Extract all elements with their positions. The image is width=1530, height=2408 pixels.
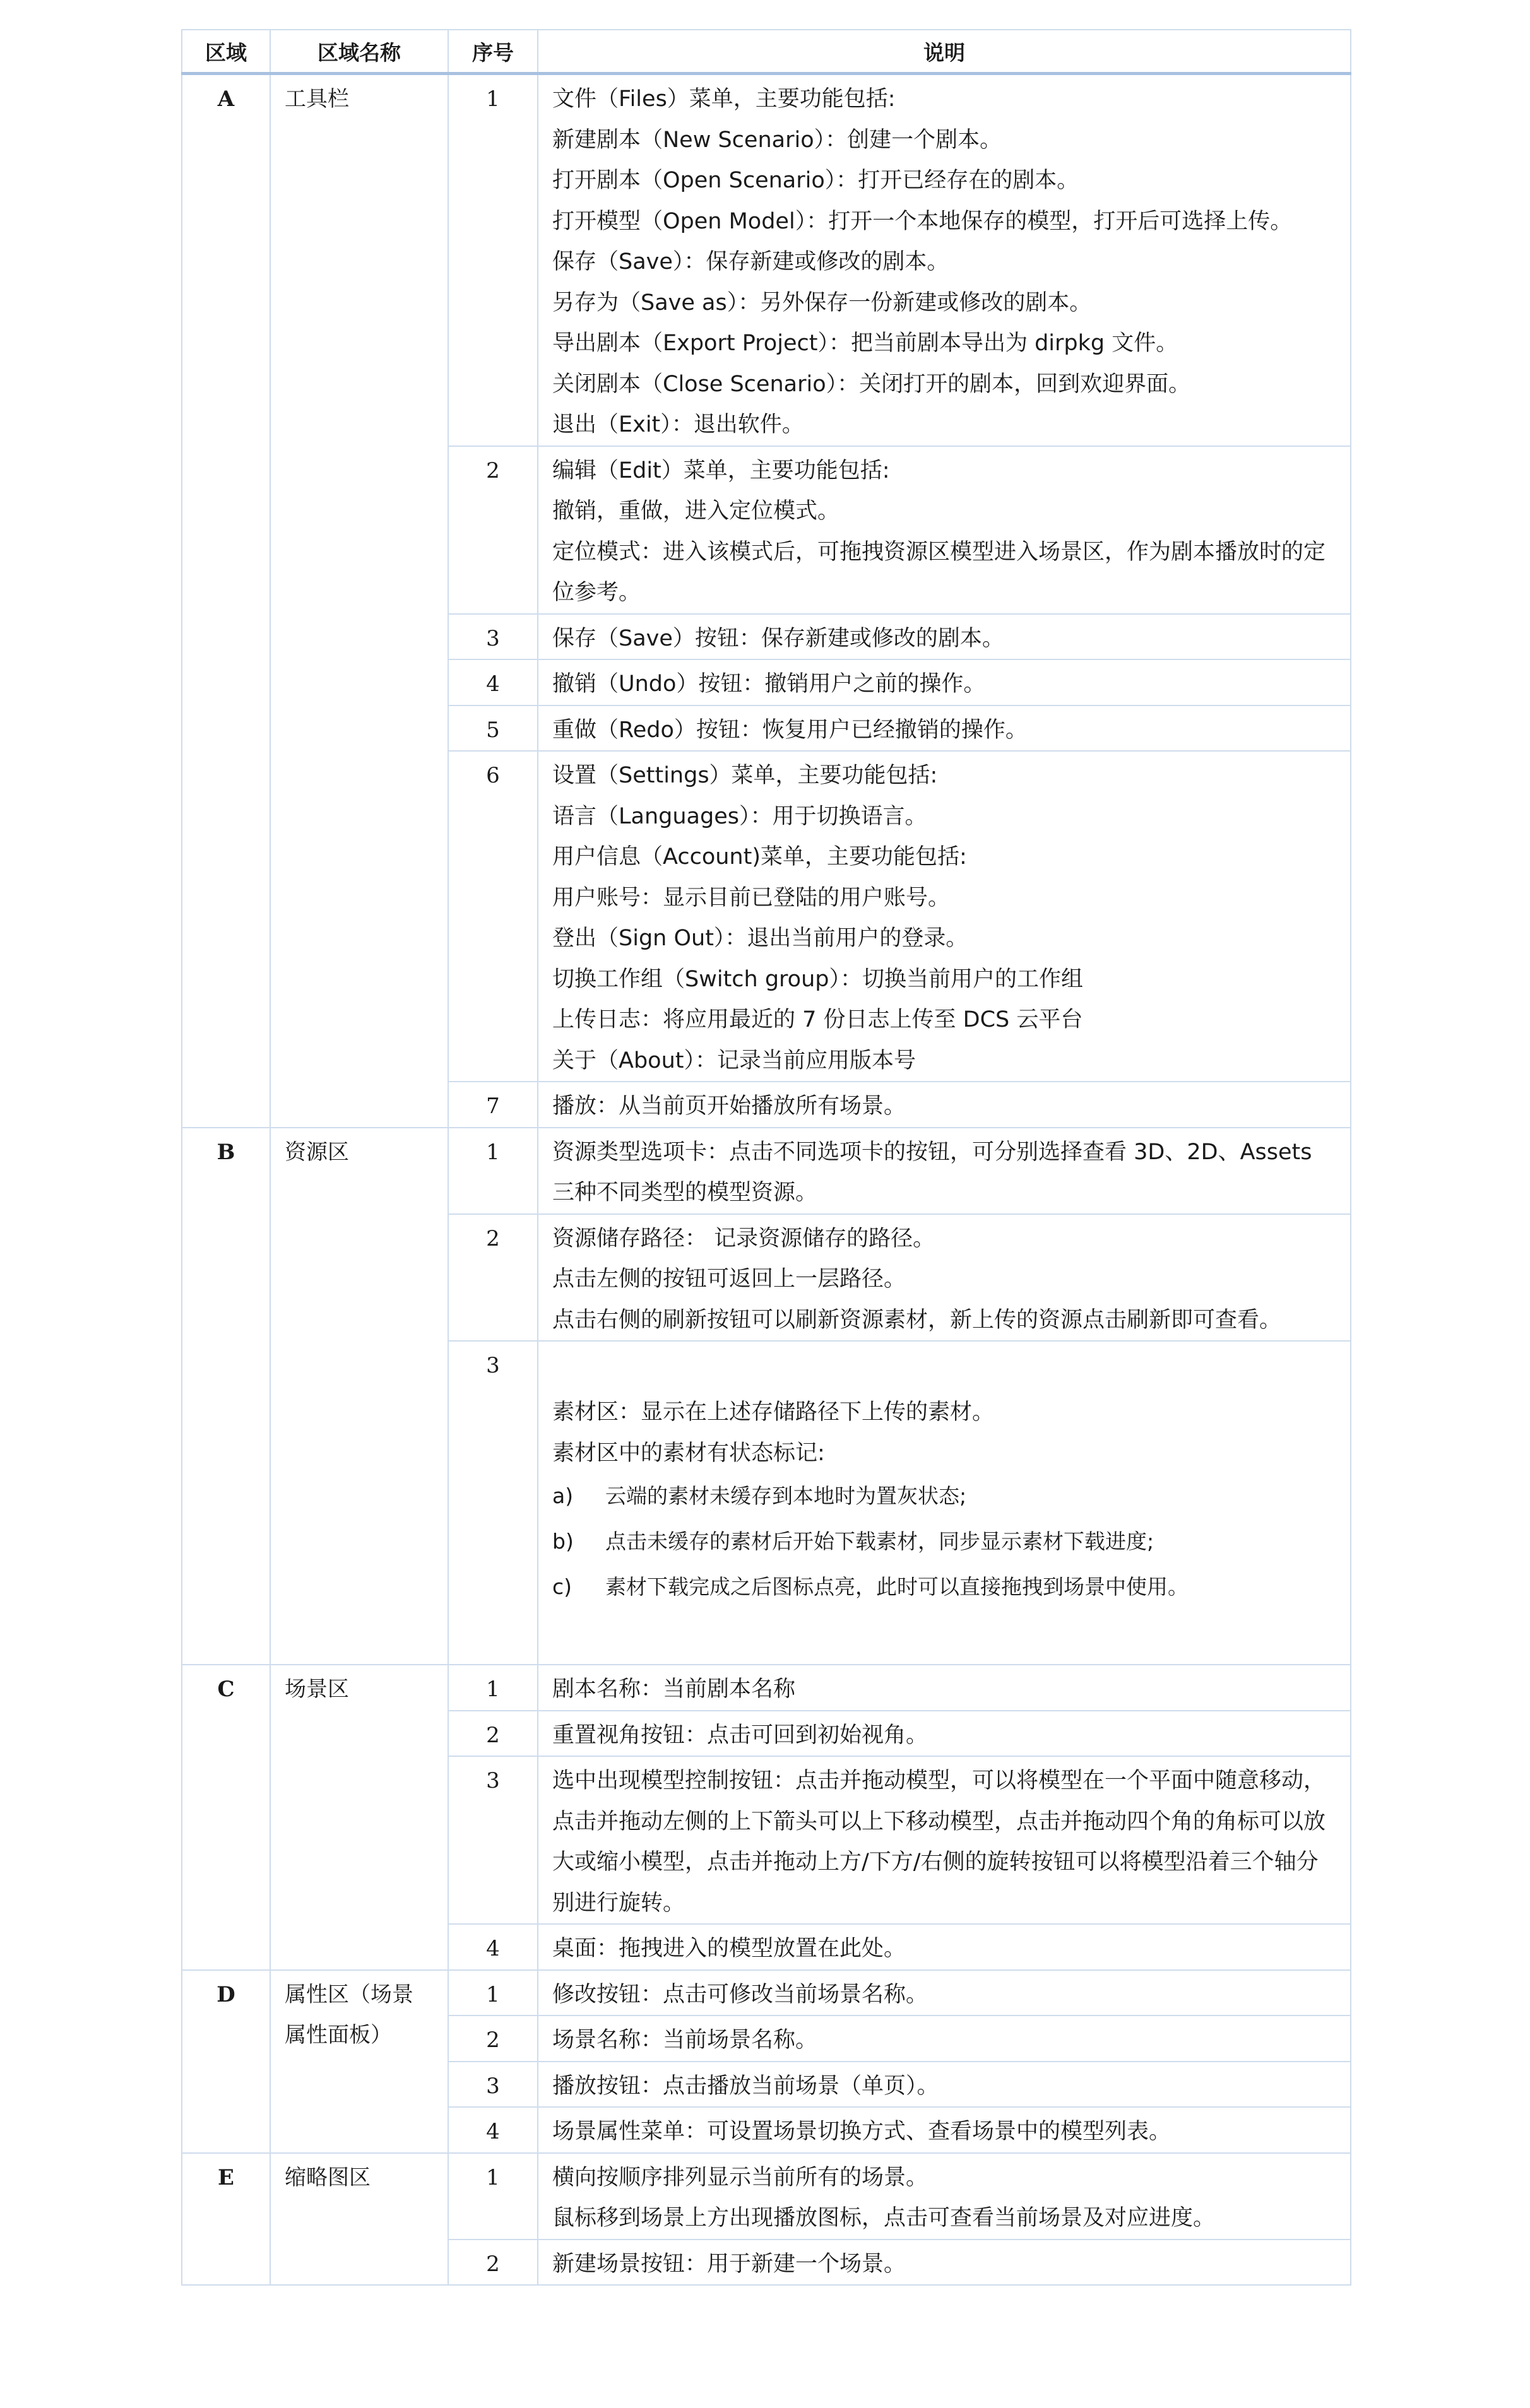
description-line: 素材区中的素材有状态标记: bbox=[552, 1440, 825, 1466]
seq-cell: 2 bbox=[448, 1214, 538, 1342]
description-line: 导出剧本（Export Project）：把当前剧本导出为 dirpkg 文件。 bbox=[552, 331, 1178, 356]
list-item-text: 点击未缓存的素材后开始下载素材，同步显示素材下载进度; bbox=[605, 1529, 1154, 1554]
table-row bbox=[182, 1970, 1351, 2016]
description-line: 关闭剧本（Close Scenario）：关闭打开的剧本，回到欢迎界面。 bbox=[552, 371, 1191, 397]
list-marker: a) bbox=[552, 1484, 574, 1508]
description-cell bbox=[538, 1341, 1351, 1665]
list-marker: b) bbox=[552, 1529, 574, 1554]
description-cell bbox=[538, 1970, 1351, 2016]
description-cell bbox=[538, 1756, 1351, 1924]
list-item bbox=[552, 1473, 1340, 1519]
description-cell bbox=[538, 1665, 1351, 1711]
header-desc: 说明 bbox=[538, 30, 1351, 74]
seq-cell: 3 bbox=[448, 1756, 538, 1924]
description-cell bbox=[538, 751, 1351, 1082]
seq-cell: 5 bbox=[448, 705, 538, 752]
seq-cell: 1 bbox=[448, 1665, 538, 1711]
zone-cell: D bbox=[182, 1970, 270, 2153]
table-header-row bbox=[182, 30, 1351, 74]
description-line: 登出（Sign Out）：退出当前用户的登录。 bbox=[552, 926, 968, 951]
description-cell bbox=[538, 2062, 1351, 2108]
table-body bbox=[182, 74, 1351, 2286]
seq-cell: 1 bbox=[448, 1970, 538, 2016]
zone-cell: A bbox=[182, 74, 270, 1128]
description-line: 播放：从当前页开始播放所有场景。 bbox=[552, 1094, 906, 1119]
seq-cell: 3 bbox=[448, 2062, 538, 2108]
description-line: 素材区：显示在上述存储路径下上传的素材。 bbox=[552, 1400, 995, 1425]
list-item bbox=[552, 1564, 1340, 1610]
description-line: 重做（Redo）按钮：恢复用户已经撤销的操作。 bbox=[552, 717, 1028, 743]
description-line: 场景属性菜单：可设置场景切换方式、查看场景中的模型列表。 bbox=[552, 2119, 1171, 2144]
zone-name-cell: 资源区 bbox=[270, 1128, 448, 1665]
description-cell bbox=[538, 2240, 1351, 2286]
zone-cell: E bbox=[182, 2153, 270, 2286]
seq-cell: 1 bbox=[448, 74, 538, 446]
zone-cell: C bbox=[182, 1665, 270, 1970]
description-line: 文件（Files）菜单，主要功能包括: bbox=[552, 86, 896, 112]
zone-cell: B bbox=[182, 1128, 270, 1665]
description-line: 撤销，重做，进入定位模式。 bbox=[552, 499, 840, 524]
table-row bbox=[182, 1128, 1351, 1214]
description-cell bbox=[538, 1082, 1351, 1128]
description-line: 用户账号：显示目前已登陆的用户账号。 bbox=[552, 885, 951, 911]
description-line: 用户信息（Account)菜单，主要功能包括: bbox=[552, 844, 967, 870]
description-line: 撤销（Undo）按钮：撤销用户之前的操作。 bbox=[552, 671, 986, 697]
seq-cell: 1 bbox=[448, 2153, 538, 2240]
seq-cell: 4 bbox=[448, 2107, 538, 2153]
description-cell bbox=[538, 2107, 1351, 2153]
list-item bbox=[552, 1519, 1340, 1564]
description-cell bbox=[538, 1924, 1351, 1970]
description-line: 上传日志：将应用最近的 7 份日志上传至 DCS 云平台 bbox=[552, 1007, 1083, 1032]
seq-cell: 6 bbox=[448, 751, 538, 1082]
description-cell bbox=[538, 74, 1351, 446]
description-line: 编辑（Edit）菜单，主要功能包括: bbox=[552, 457, 890, 483]
list-item-text: 素材下载完成之后图标点亮，此时可以直接拖拽到场景中使用。 bbox=[605, 1574, 1189, 1599]
table-row bbox=[182, 74, 1351, 446]
description-cell bbox=[538, 2153, 1351, 2240]
description-cell bbox=[538, 1128, 1351, 1214]
seq-cell: 2 bbox=[448, 446, 538, 614]
description-line: 打开剧本（Open Scenario）：打开已经存在的剧本。 bbox=[552, 168, 1079, 193]
description-line: 定位模式：进入该模式后，可拖拽资源区模型进入场景区，作为剧本播放时的定位参考。 bbox=[552, 539, 1326, 605]
zone-name-cell: 场景区 bbox=[270, 1665, 448, 1970]
description-line: 设置（Settings）菜单，主要功能包括: bbox=[552, 763, 938, 788]
table-row bbox=[182, 2153, 1351, 2240]
table-row bbox=[182, 1665, 1351, 1711]
description-line: 另存为（Save as）：另外保存一份新建或修改的剧本。 bbox=[552, 290, 1092, 316]
list-item-text: 云端的素材未缓存到本地时为置灰状态; bbox=[605, 1484, 967, 1508]
description-cell bbox=[538, 2016, 1351, 2062]
seq-cell: 2 bbox=[448, 1711, 538, 1757]
description-cell bbox=[538, 659, 1351, 705]
description-line: 桌面：拖拽进入的模型放置在此处。 bbox=[552, 1936, 906, 1961]
description-line: 保存（Save）按钮：保存新建或修改的剧本。 bbox=[552, 625, 1004, 651]
description-cell bbox=[538, 705, 1351, 752]
description-line: 点击右侧的刷新按钮可以刷新资源素材，新上传的资源点击刷新即可查看。 bbox=[552, 1307, 1282, 1333]
description-line: 语言（Languages）：用于切换语言。 bbox=[552, 803, 927, 829]
description-line: 场景名称：当前场景名称。 bbox=[552, 2027, 818, 2053]
header-zone-name: 区域名称 bbox=[270, 30, 448, 74]
description-line: 退出（Exit）：退出软件。 bbox=[552, 412, 804, 437]
description-line: 播放按钮：点击播放当前场景（单页）。 bbox=[552, 2073, 939, 2099]
description-line: 剧本名称：当前剧本名称 bbox=[552, 1677, 796, 1702]
seq-cell: 4 bbox=[448, 1924, 538, 1970]
seq-cell: 3 bbox=[448, 1341, 538, 1665]
description-line: 新建剧本（New Scenario）：创建一个剧本。 bbox=[552, 127, 1002, 153]
zone-name-cell: 缩略图区 bbox=[270, 2153, 448, 2286]
seq-cell: 3 bbox=[448, 614, 538, 660]
description-cell bbox=[538, 614, 1351, 660]
zone-name-cell: 属性区（场景属性面板） bbox=[270, 1970, 448, 2153]
description-line: 资源储存路径： 记录资源储存的路径。 bbox=[552, 1225, 935, 1251]
description-line: 鼠标移到场景上方出现播放图标，点击可查看当前场景及对应进度。 bbox=[552, 2205, 1216, 2231]
description-line: 打开模型（Open Model）：打开一个本地保存的模型，打开后可选择上传。 bbox=[552, 208, 1293, 234]
description-cell bbox=[538, 1214, 1351, 1342]
list-marker: c) bbox=[552, 1574, 572, 1599]
seq-cell: 2 bbox=[448, 2240, 538, 2286]
description-line: 资源类型选项卡：点击不同选项卡的按钮，可分别选择查看 3D、2D、Assets 三种不同类型的模型资源。 bbox=[552, 1139, 1312, 1205]
description-line: 点击左侧的按钮可返回上一层路径。 bbox=[552, 1266, 906, 1292]
description-line: 选中出现模型控制按钮：点击并拖动模型，可以将模型在一个平面中随意移动，点击并拖动左侧的上下箭头可以上下移动模型，点击并拖动四个角的角标可以放大或缩小模型，点击并拖动上方/下方/右侧的旋转按钮可以将模型沿着三个轴分别进行旋转。 bbox=[552, 1768, 1326, 1916]
description-line: 保存（Save）：保存新建或修改的剧本。 bbox=[552, 249, 949, 274]
description-line: 新建场景按钮：用于新建一个场景。 bbox=[552, 2251, 906, 2277]
description-line: 重置视角按钮：点击可回到初始视角。 bbox=[552, 1722, 928, 1748]
description-line: 关于（About）：记录当前应用版本号 bbox=[552, 1048, 916, 1073]
seq-cell: 4 bbox=[448, 659, 538, 705]
description-cell bbox=[538, 1711, 1351, 1757]
seq-cell: 1 bbox=[448, 1128, 538, 1214]
description-line: 切换工作组（Switch group）：切换当前用户的工作组 bbox=[552, 966, 1083, 992]
header-seq: 序号 bbox=[448, 30, 538, 74]
description-line: 修改按钮：点击可修改当前场景名称。 bbox=[552, 1981, 928, 2007]
header-zone: 区域 bbox=[182, 30, 270, 74]
zone-name-cell: 工具栏 bbox=[270, 74, 448, 1128]
seq-cell: 7 bbox=[448, 1082, 538, 1128]
feature-table bbox=[181, 29, 1351, 2286]
description-line: 横向按顺序排列显示当前所有的场景。 bbox=[552, 2164, 928, 2190]
seq-cell: 2 bbox=[448, 2016, 538, 2062]
description-cell bbox=[538, 446, 1351, 614]
